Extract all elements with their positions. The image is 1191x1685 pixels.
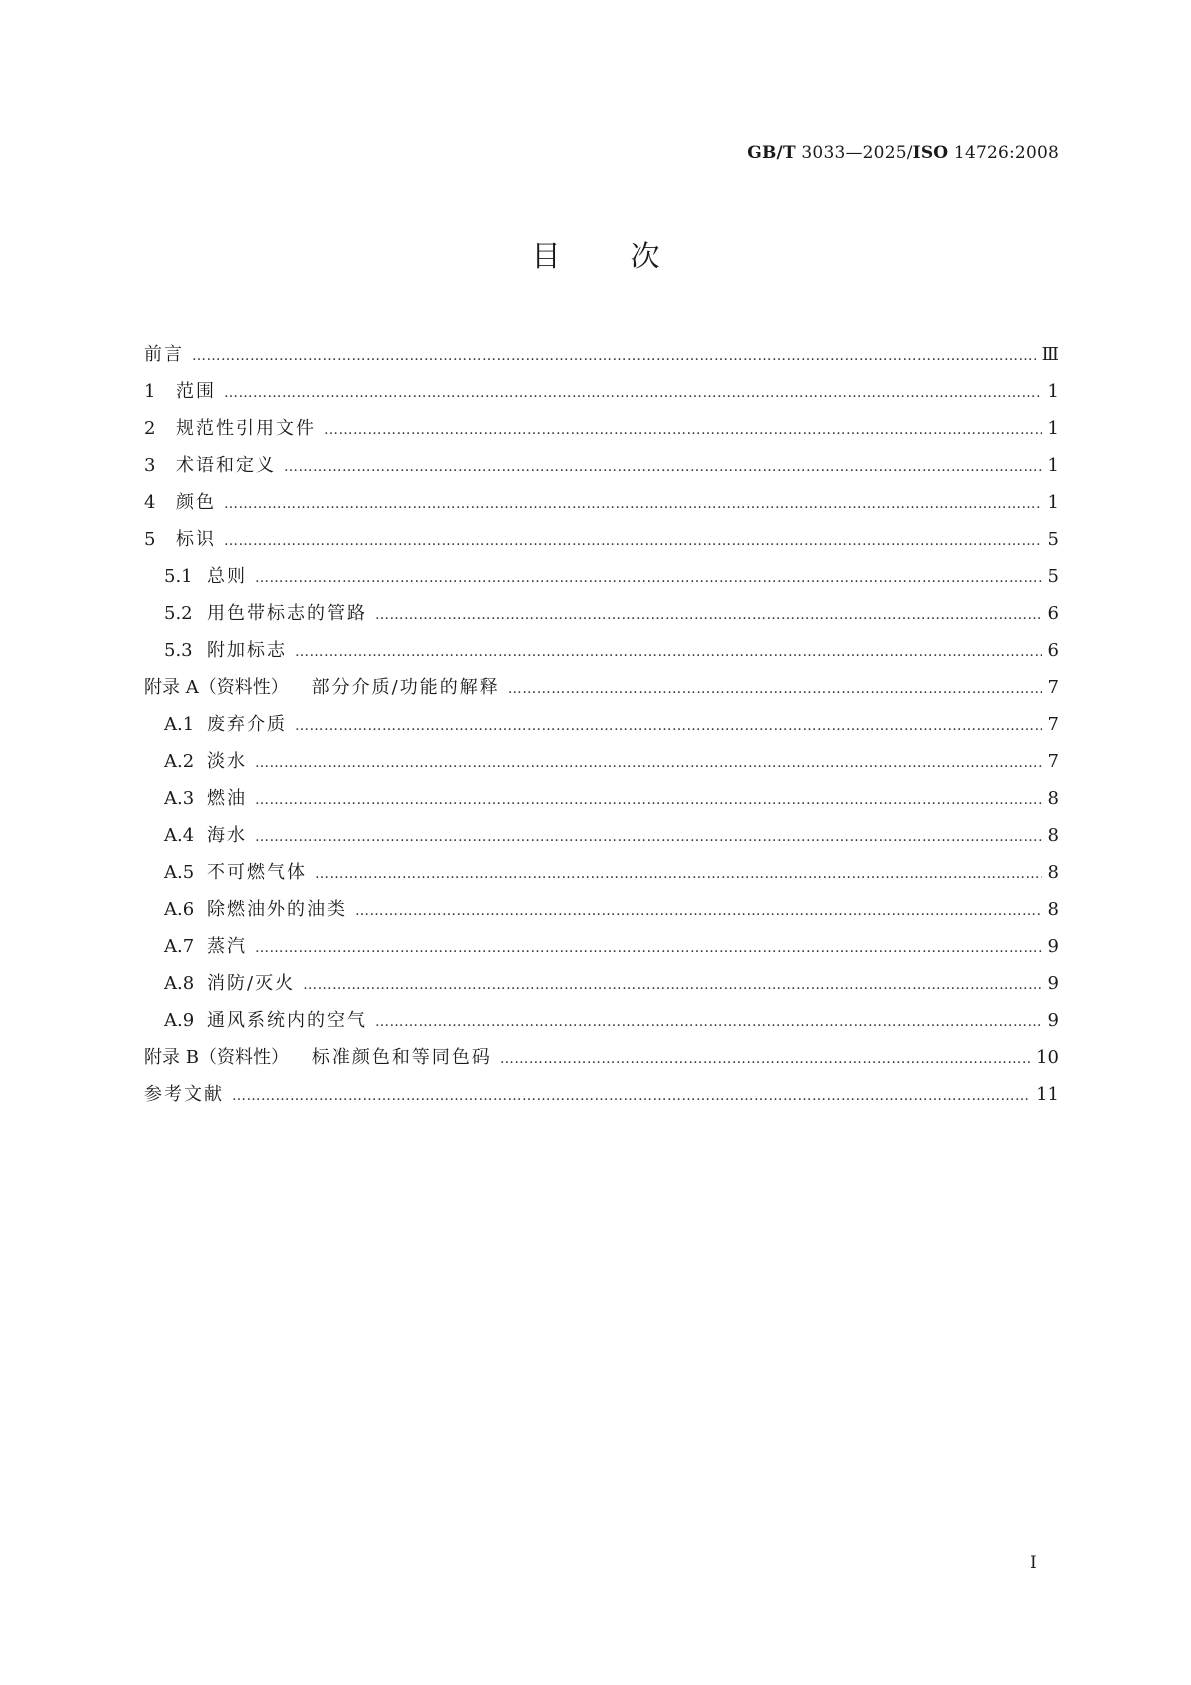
- toc-leader-dots: [324, 412, 1042, 449]
- toc-entry-scope[interactable]: [144, 373, 1059, 410]
- toc-section-number: 4: [144, 492, 156, 513]
- toc-label: 参考文献: [144, 1084, 224, 1105]
- toc-page-number: 1: [1047, 418, 1059, 439]
- toc-entry-oils-other-than-fuels[interactable]: [144, 891, 1059, 928]
- toc-section-number: A.4: [164, 825, 195, 846]
- toc-label: 燃油: [207, 788, 247, 809]
- toc-leader-dots: [508, 671, 1042, 708]
- toc-leader-dots: [255, 930, 1042, 967]
- toc-entry-terms-definitions[interactable]: [144, 447, 1059, 484]
- toc-entry-colour-banded-pipes[interactable]: [144, 595, 1059, 632]
- toc-page-number: 6: [1047, 603, 1059, 624]
- toc-leader-dots: [375, 597, 1042, 634]
- toc-entry-air-in-ventilation[interactable]: [144, 1002, 1059, 1039]
- toc-label: 通风系统内的空气: [207, 1010, 367, 1031]
- toc-entry-normative-references[interactable]: [144, 410, 1059, 447]
- toc-entry-general[interactable]: [144, 558, 1059, 595]
- toc-annex-label: 附录 A（资料性）: [144, 677, 289, 698]
- toc-page-number: 7: [1047, 714, 1059, 735]
- toc-section-number: 2: [144, 418, 156, 439]
- toc-section-number: 5.2: [164, 603, 193, 624]
- toc-leader-dots: [224, 486, 1042, 523]
- toc-section-number: 5.1: [164, 566, 193, 587]
- toc-section-number: A.3: [164, 788, 195, 809]
- toc-page-number: 1: [1047, 381, 1059, 402]
- toc-section-number: 5.3: [164, 640, 193, 661]
- page-title: [0, 236, 1191, 276]
- toc-page-number: Ⅲ: [1041, 344, 1059, 365]
- toc-leader-dots: [224, 523, 1042, 560]
- toc-page-number: 9: [1047, 1010, 1059, 1031]
- toc-entry-fire-fighting[interactable]: [144, 965, 1059, 1002]
- toc-label: 淡水: [207, 751, 247, 772]
- toc-page-number: 1: [1047, 492, 1059, 513]
- toc-section-number: 3: [144, 455, 156, 476]
- toc-page-number: 7: [1047, 751, 1059, 772]
- toc-page-number: 1: [1047, 455, 1059, 476]
- toc-page-number: 8: [1047, 862, 1059, 883]
- toc-section-number: 1: [144, 381, 156, 402]
- toc-page-number: 8: [1047, 825, 1059, 846]
- toc-section-number: A.9: [164, 1010, 195, 1031]
- toc-section-number: A.6: [164, 899, 195, 920]
- toc-entry-identification[interactable]: [144, 521, 1059, 558]
- toc-leader-dots: [255, 745, 1042, 782]
- toc-leader-dots: [295, 634, 1042, 671]
- toc-leader-dots: [224, 375, 1042, 412]
- toc-entry-steam[interactable]: [144, 928, 1059, 965]
- toc-section-number: A.1: [164, 714, 195, 735]
- toc-label: 总则: [207, 566, 247, 587]
- toc-leader-dots: [315, 856, 1042, 893]
- toc-page-number: 8: [1047, 899, 1059, 920]
- toc-entry-waste-media[interactable]: [144, 706, 1059, 743]
- toc-label: 范围: [176, 381, 216, 402]
- toc-annex-label: 附录 B（资料性）: [144, 1047, 289, 1068]
- toc-section-number: A.7: [164, 936, 195, 957]
- toc-entry-bibliography[interactable]: [144, 1076, 1059, 1113]
- toc-label: 用色带标志的管路: [207, 603, 367, 624]
- standard-code-number: 3033—2025/: [801, 143, 913, 163]
- toc-label: 颜色: [176, 492, 216, 513]
- toc-section-number: A.8: [164, 973, 195, 994]
- toc-label: 蒸汽: [207, 936, 247, 957]
- toc-leader-dots: [375, 1004, 1042, 1041]
- table-of-contents: [144, 336, 1059, 1113]
- toc-page-number: 10: [1036, 1047, 1059, 1068]
- toc-label: 前言: [144, 344, 184, 365]
- title-char-2: 次: [630, 239, 660, 273]
- toc-leader-dots: [255, 819, 1042, 856]
- toc-label: 术语和定义: [176, 455, 276, 476]
- toc-leader-dots: [295, 708, 1042, 745]
- toc-page-number: 11: [1036, 1084, 1059, 1105]
- toc-leader-dots: [255, 560, 1042, 597]
- toc-page-number: 5: [1047, 529, 1059, 550]
- toc-leader-dots: [255, 782, 1042, 819]
- toc-label: 除燃油外的油类: [207, 899, 347, 920]
- page-number: Ⅰ: [1030, 1553, 1037, 1573]
- toc-label: 标准颜色和等同色码: [311, 1047, 492, 1068]
- toc-entry-fresh-water[interactable]: [144, 743, 1059, 780]
- toc-page-number: 8: [1047, 788, 1059, 809]
- toc-label: 不可燃气体: [207, 862, 307, 883]
- toc-label: 海水: [207, 825, 247, 846]
- toc-page-number: 9: [1047, 936, 1059, 957]
- toc-page-number: 5: [1047, 566, 1059, 587]
- toc-leader-dots: [192, 338, 1036, 375]
- toc-page-number: 9: [1047, 973, 1059, 994]
- toc-entry-additional-marking[interactable]: [144, 632, 1059, 669]
- toc-page-number: 7: [1047, 677, 1059, 698]
- toc-section-number: A.2: [164, 751, 195, 772]
- toc-leader-dots: [355, 893, 1042, 930]
- toc-label: 规范性引用文件: [176, 418, 316, 439]
- standard-code-prefix: GB/T: [747, 143, 796, 163]
- toc-label: 附加标志: [207, 640, 287, 661]
- title-char-1: 目: [531, 239, 561, 273]
- toc-label: 标识: [176, 529, 216, 550]
- toc-label: 废弃介质: [207, 714, 287, 735]
- toc-label: 消防/灭火: [207, 973, 296, 994]
- toc-entry-fuel[interactable]: [144, 780, 1059, 817]
- toc-leader-dots: [232, 1078, 1030, 1115]
- toc-section-number: A.5: [164, 862, 195, 883]
- toc-section-number: 5: [144, 529, 156, 550]
- standard-code-iso: ISO: [912, 143, 949, 163]
- standard-code: [747, 141, 1059, 165]
- toc-entry-non-flammable-gases[interactable]: [144, 854, 1059, 891]
- toc-entry-annex-b[interactable]: [144, 1039, 1059, 1076]
- toc-leader-dots: [500, 1041, 1030, 1078]
- toc-page-number: 6: [1047, 640, 1059, 661]
- toc-leader-dots: [284, 449, 1042, 486]
- toc-leader-dots: [303, 967, 1041, 1004]
- toc-entry-foreword[interactable]: [144, 336, 1059, 373]
- toc-entry-annex-a[interactable]: [144, 669, 1059, 706]
- toc-entry-colours[interactable]: [144, 484, 1059, 521]
- toc-label: 部分介质/功能的解释: [311, 677, 500, 698]
- standard-code-iso-number: 14726:2008: [953, 143, 1059, 163]
- toc-entry-sea-water[interactable]: [144, 817, 1059, 854]
